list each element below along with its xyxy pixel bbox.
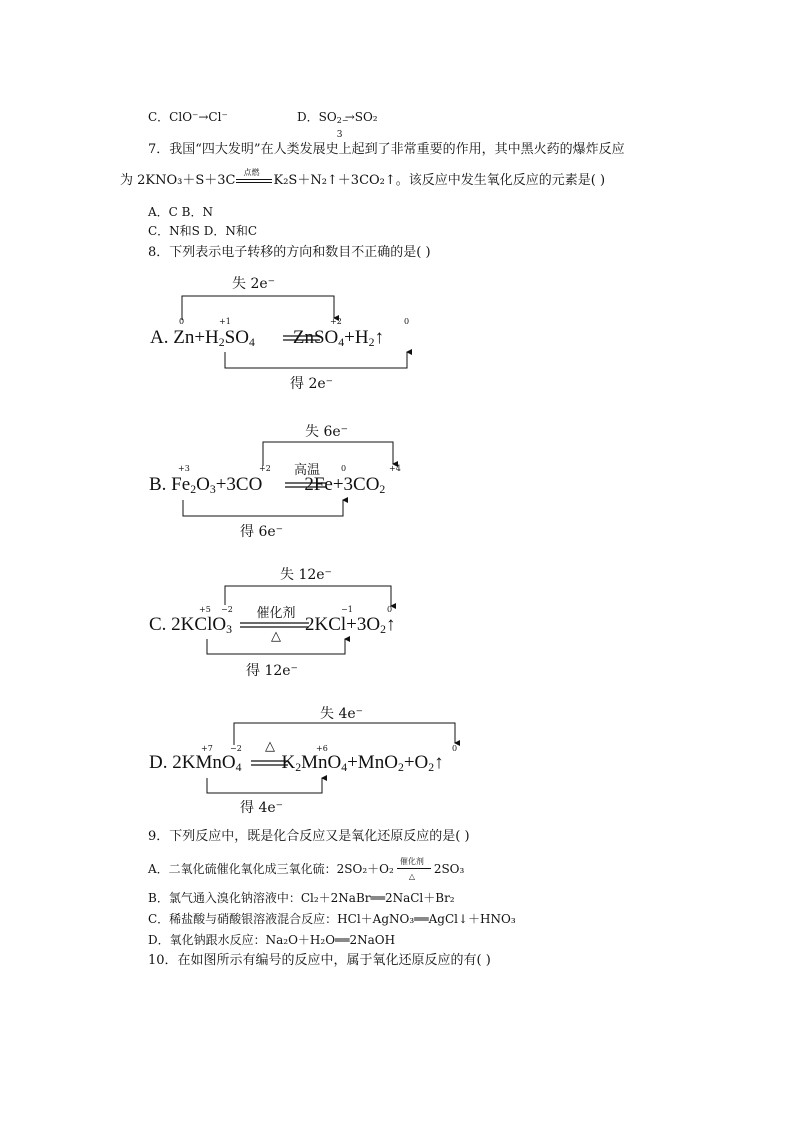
- a-ox-zn: 0: [179, 317, 185, 326]
- b-lose-label: 失 6e⁻: [305, 424, 349, 440]
- equation-b: B. $Fe_2O_3+3CO$ $2Fe+3CO_2$: [149, 474, 386, 496]
- q9-option-a-left: A．二氧化硫催化氧化成三氧化硫：2SO₂＋O₂: [148, 862, 394, 876]
- a-lose-bracket: [182, 296, 334, 320]
- d-gain-label: 得 4e⁻: [240, 800, 284, 816]
- c-ox-cl2: −1: [341, 605, 353, 614]
- q6-option-d-charge: 2−: [336, 116, 349, 125]
- q9-a-cond-top: 催化剂: [399, 857, 424, 866]
- c-condition-bottom: △: [271, 629, 281, 644]
- b-lose-bracket: [263, 442, 393, 466]
- b-ox-c2: +4: [389, 464, 401, 473]
- c-lose-label: 失 12e⁻: [280, 567, 332, 583]
- equation-c: C. 2KClO$_3$ $2KCl+3O_2↑$: [149, 614, 396, 636]
- q9-option-b: B．氯气通入溴化钠溶液中：Cl₂＋2NaBr══2NaCl＋Br₂: [148, 891, 455, 905]
- a-ox-h2: 0: [404, 317, 410, 326]
- d-ox-mn: +7: [201, 744, 213, 753]
- q9-a-cond-bottom: △: [408, 872, 415, 881]
- b-gain-bracket: [183, 500, 343, 516]
- q9-option-a-right: 2SO₃: [433, 862, 465, 876]
- q7-eq-right: K₂S＋N₂↑＋3CO₂↑。该反应中发生氧化反应的元素是( ): [273, 173, 606, 188]
- b-condition: 高温: [293, 463, 320, 478]
- d-condition: △: [265, 739, 275, 754]
- q7-options-cd: C．N和S D．N和C: [148, 224, 258, 238]
- c-ox-o: −2: [221, 605, 233, 614]
- c-condition-top: 催化剂: [256, 606, 296, 621]
- a-gain-bracket: [225, 352, 407, 368]
- c-gain-label: 得 12e⁻: [246, 663, 298, 679]
- q6-option-d-sub: 3: [336, 130, 343, 140]
- c-ox-o2: 0: [387, 605, 393, 614]
- q9-option-c: C．稀盐酸与硝酸银溶液混合反应：HCl＋AgNO₃══AgCl↓＋HNO₃: [148, 912, 516, 926]
- b-ox-c: +2: [259, 464, 271, 473]
- b-gain-label: 得 6e⁻: [240, 524, 284, 540]
- q6-option-c: C．ClO⁻→Cl⁻: [148, 110, 228, 124]
- d-ox-o2: 0: [452, 744, 458, 753]
- equation-d: D. 2KMnO$_4$ $K_2MnO_4+MnO_2+O_2↑$: [149, 752, 444, 774]
- q9-option-a: [148, 857, 465, 881]
- q7-stem: 7．我国“四大发明”在人类发展史上起到了非常重要的作用，其中黑火药的爆炸反应: [148, 142, 625, 157]
- q6-option-d: [297, 108, 378, 140]
- a-lose-label: 失 2e⁻: [232, 276, 276, 292]
- q10-stem: 10．在如图所示有编号的反应中，属于氧化还原反应的有( ): [148, 953, 491, 968]
- q7-condition: 点燃: [243, 168, 260, 177]
- a-ox-h: +1: [219, 317, 231, 326]
- d-ox-mn2: +6: [316, 744, 328, 753]
- q6-option-d-prefix: D．SO: [297, 110, 337, 124]
- b-ox-fe2: 0: [341, 464, 347, 473]
- d-ox-o: −2: [230, 744, 242, 753]
- q9-option-d: D．氧化钠跟水反应：Na₂O＋H₂O══2NaOH: [148, 933, 396, 947]
- q9-stem: 9．下列反应中，既是化合反应又是氧化还原反应的是( ): [148, 829, 470, 844]
- equation-a: A. $Zn+H_2SO_4$ $ZnSO_4+H_2↑$: [150, 327, 384, 349]
- a-gain-label: 得 2e⁻: [290, 376, 334, 392]
- a-ox-zn2: +2: [330, 317, 342, 326]
- c-ox-cl: +5: [199, 605, 211, 614]
- q7-eq-left: 为 2KNO₃＋S＋3C: [120, 173, 236, 188]
- q7-options-ab: A．C B．N: [148, 205, 213, 219]
- q8-stem: 8．下列表示电子转移的方向和数目不正确的是( ): [148, 245, 431, 260]
- b-ox-fe: +3: [178, 464, 190, 473]
- d-gain-bracket: [207, 778, 322, 793]
- d-lose-label: 失 4e⁻: [320, 706, 364, 722]
- q6-option-d-suffix: →SO₂: [344, 110, 378, 124]
- q7-equation: [120, 168, 606, 190]
